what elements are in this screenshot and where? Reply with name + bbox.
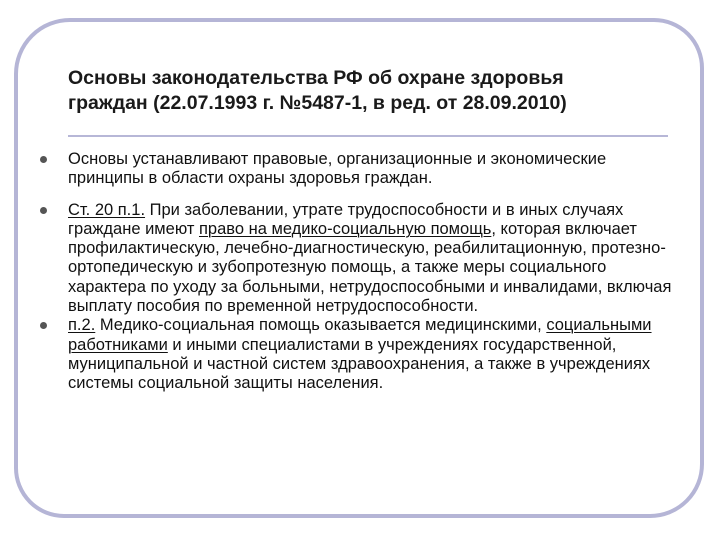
article-reference: п.2. [68,316,96,335]
title-line-2: граждан (22.07.1993 г. №5487-1, в ред. от 28.09.2010) [68,92,567,114]
list-item [40,150,680,189]
article-reference: Ст. 20 п.1. [68,200,146,219]
title-divider [68,135,668,137]
title-line-1: Основы законодательства РФ об охране здоровья [68,67,564,89]
slide-title [68,66,678,116]
item-text: и иными специалистами в учреждениях государственной, муниципальной и частной систем здравоохранения, а также в учреждениях системы социальной защиты населения. [68,335,651,393]
item-text: , которая включает профилактическую, лечебно-диагностическую, реабилитационную, протезно-ортопедическую и зубопротезную помощь, а также меры социального характера по уходу за больными, нетрудоспособными и инвалидами, включая выплату пособия по временной нетрудоспособности. [68,219,672,316]
list-item [40,316,680,393]
bullet-icon [40,322,47,329]
list-item [40,201,680,317]
bullet-list [40,150,680,394]
item-text: Медико-социальная помощь оказывается медицинскими, [95,316,547,335]
item-text: При заболевании, утрате трудоспособности и в иных случаях граждане имеют [68,200,624,238]
item-text: Основы устанавливают правовые, организационные и экономические принципы в области охраны здоровья граждан. [68,150,607,188]
bullet-icon [40,207,47,214]
highlighted-phrase: право на медико-социальную помощь [198,219,492,238]
highlighted-phrase: социальными работниками [68,316,652,354]
bullet-icon [40,156,47,163]
